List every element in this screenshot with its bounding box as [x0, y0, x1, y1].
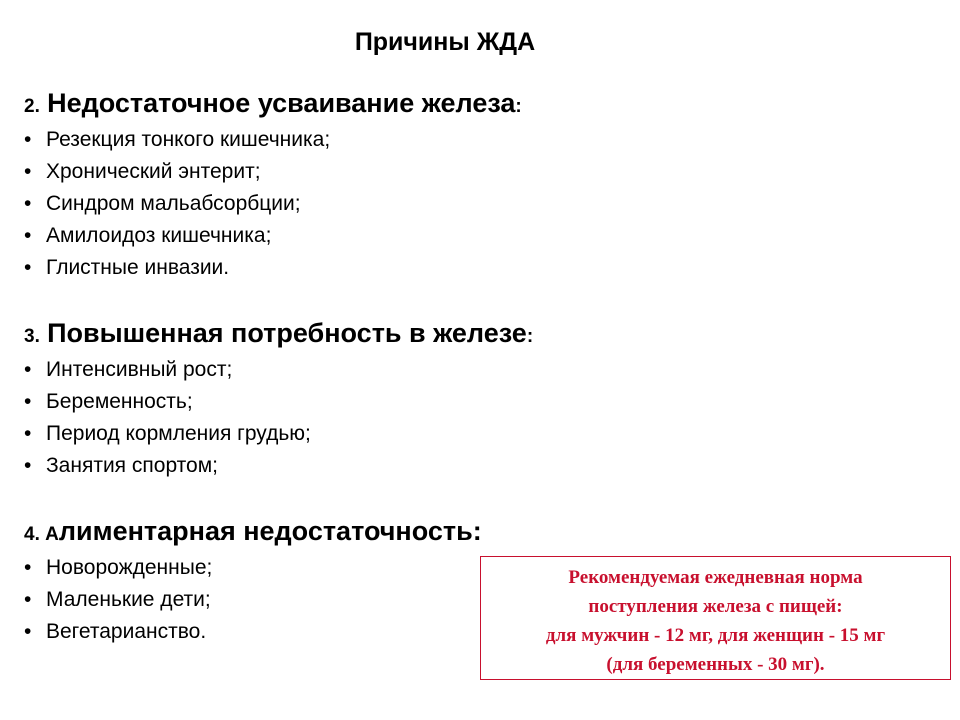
- list-item: [24, 386, 533, 418]
- list-item-text: Глистные инвазии.: [46, 256, 230, 279]
- bullet-icon: •: [24, 390, 32, 413]
- section-heading: [24, 316, 533, 354]
- list-item-text: Синдром мальабсорбции;: [46, 192, 301, 215]
- section-insufficient-absorption: [24, 86, 522, 284]
- note-line: (для беременных - 30 мг).: [606, 654, 825, 675]
- list-item: [24, 252, 522, 284]
- list-item-text: Интенсивный рост;: [46, 358, 233, 381]
- section-increased-need: [24, 316, 533, 482]
- list-item: [24, 616, 482, 648]
- bullet-icon: •: [24, 358, 32, 381]
- list-item: [24, 354, 533, 386]
- bullet-icon: •: [24, 256, 32, 279]
- bullet-icon: •: [24, 556, 32, 579]
- bullet-icon: •: [24, 588, 32, 611]
- list-item-text: Период кормления грудью;: [46, 422, 311, 445]
- section-number: 4. А: [24, 524, 59, 545]
- page-title: Причины ЖДА: [354, 28, 536, 56]
- cause-list: [24, 354, 533, 482]
- bullet-icon: •: [24, 192, 32, 215]
- list-item: [24, 584, 482, 616]
- bullet-icon: •: [24, 128, 32, 151]
- list-item-text: Новорожденные;: [46, 556, 213, 579]
- section-colon: :: [515, 96, 522, 117]
- section-number: 2.: [24, 96, 40, 117]
- list-item-text: Вегетарианство.: [46, 620, 207, 643]
- cause-list: [24, 552, 482, 648]
- list-item-text: Беременность;: [46, 390, 193, 413]
- list-item: [24, 156, 522, 188]
- list-item-text: Хронический энтерит;: [46, 160, 261, 183]
- section-number: 3.: [24, 326, 40, 347]
- bullet-icon: •: [24, 454, 32, 477]
- note-line: Рекомендуемая ежедневная норма: [568, 567, 863, 588]
- section-heading: [24, 86, 522, 124]
- recommended-iron-intake-note: [480, 556, 951, 680]
- list-item: [24, 188, 522, 220]
- bullet-icon: •: [24, 620, 32, 643]
- cause-list: [24, 124, 522, 284]
- list-item-text: Маленькие дети;: [46, 588, 211, 611]
- section-title: Повышенная потребность в железе: [47, 318, 527, 348]
- note-line: поступления железа с пищей:: [588, 596, 843, 617]
- list-item: [24, 124, 522, 156]
- list-item: [24, 552, 482, 584]
- section-title: лиментарная недостаточность: [58, 516, 473, 546]
- list-item: [24, 450, 533, 482]
- list-item: [24, 418, 533, 450]
- section-alimentary-deficiency: [24, 514, 482, 648]
- list-item-text: Амилоидоз кишечника;: [46, 224, 272, 247]
- bullet-icon: •: [24, 160, 32, 183]
- list-item: [24, 220, 522, 252]
- list-item-text: Резекция тонкого кишечника;: [46, 128, 331, 151]
- section-colon: :: [472, 516, 482, 546]
- bullet-icon: •: [24, 224, 32, 247]
- section-title: Недостаточное усваивание железа: [47, 88, 516, 118]
- bullet-icon: •: [24, 422, 32, 445]
- note-line: для мужчин - 12 мг, для женщин - 15 мг: [545, 625, 886, 646]
- section-heading: [24, 514, 482, 552]
- section-colon: :: [526, 326, 534, 347]
- list-item-text: Занятия спортом;: [46, 454, 218, 477]
